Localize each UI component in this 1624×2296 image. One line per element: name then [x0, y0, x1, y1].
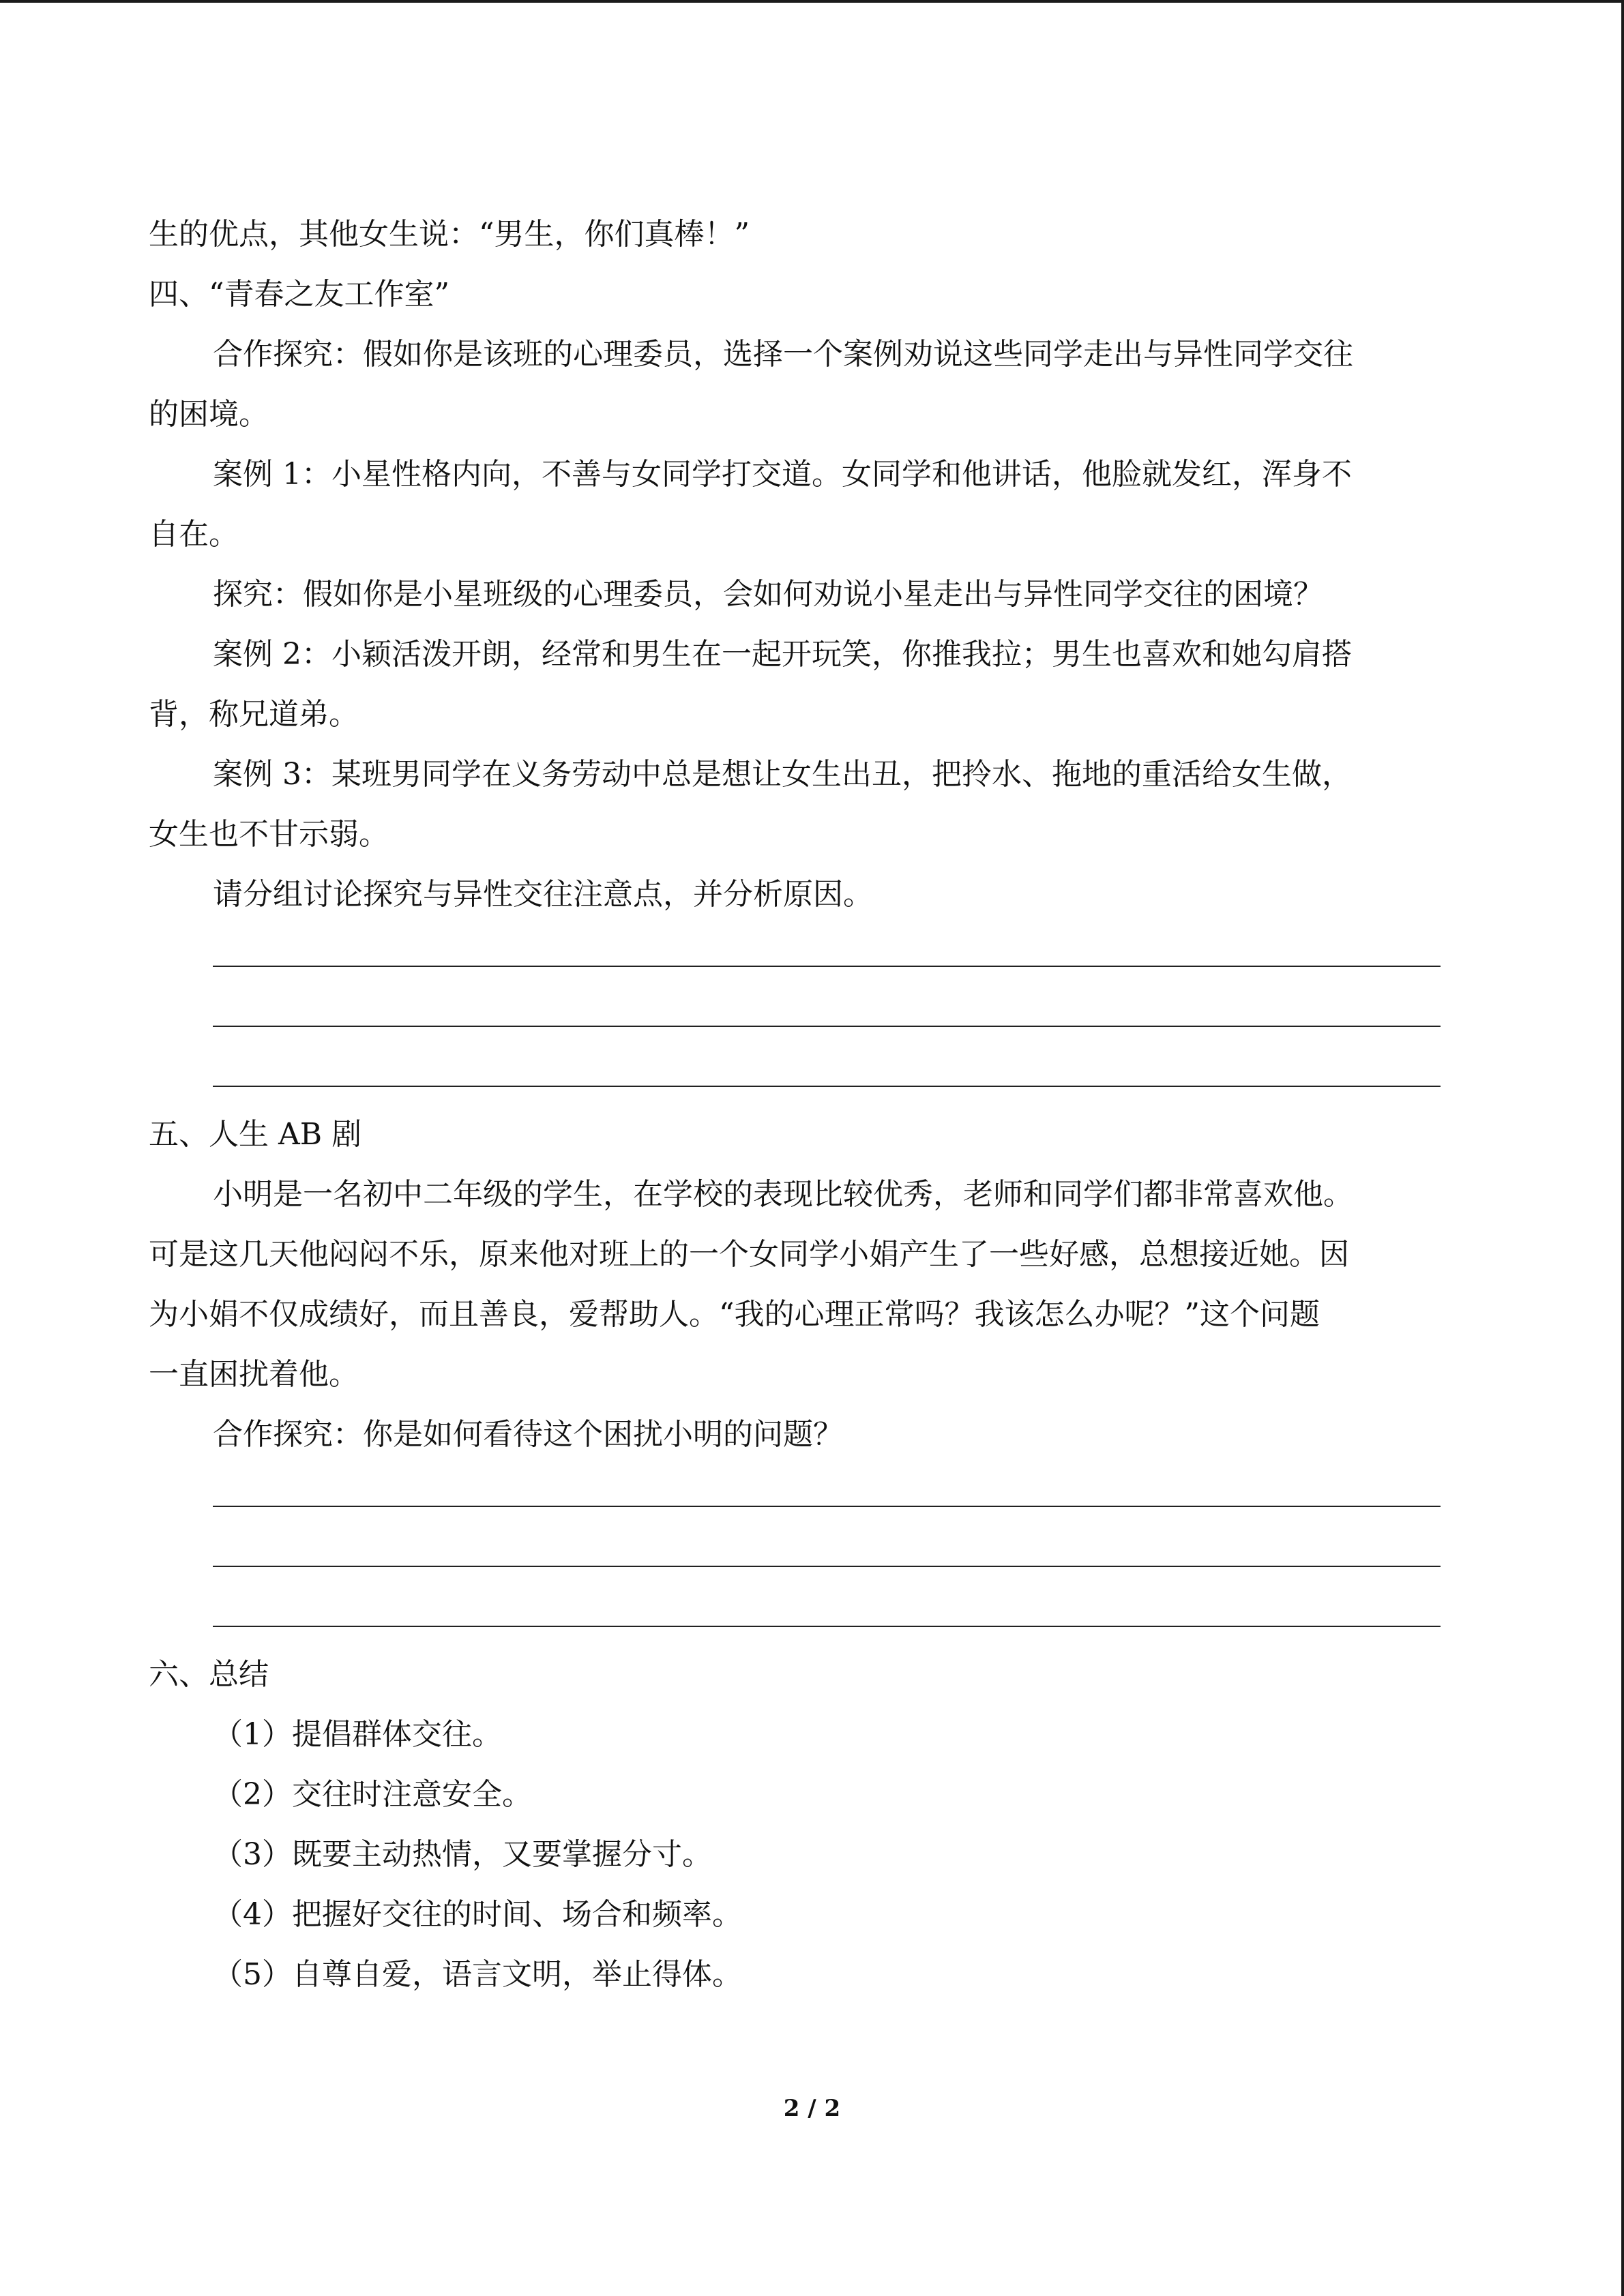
text-line: 可是这几天他闷闷不乐，原来他对班上的一个女同学小娟产生了一些好感，总想接近她。因 — [149, 1237, 1349, 1272]
text-line: 合作探究：你是如何看待这个困扰小明的问题？ — [213, 1417, 843, 1452]
page-number: 2 / 2 — [783, 2095, 841, 2122]
answer-blank-line — [149, 1465, 1458, 1525]
text-line: 五、人生 AB 剧 — [149, 1117, 362, 1152]
text-line: （3）既要主动热情，又要掌握分寸。 — [213, 1837, 712, 1872]
text-line: 为小娟不仅成绩好，而且善良，爱帮助人。“我的心理正常吗？我该怎么办呢？”这个问题 — [149, 1297, 1320, 1332]
document-body — [149, 205, 1458, 2005]
text-line: （2）交往时注意安全。 — [213, 1777, 532, 1812]
text-line: 小明是一名初中二年级的学生，在学校的表现比较优秀，老师和同学们都非常喜欢他。 — [213, 1177, 1353, 1212]
text-line: 自在。 — [149, 517, 239, 552]
answer-blank-line — [149, 1045, 1458, 1105]
answer-blank-line — [149, 1585, 1458, 1645]
text-line: 背，称兄道弟。 — [149, 697, 359, 732]
text-line: 案例 3：某班男同学在义务劳动中总是想让女生出丑，把拎水、拖地的重活给女生做， — [213, 757, 1352, 792]
text-line: 六、总结 — [149, 1657, 269, 1692]
answer-blank-line — [149, 1525, 1458, 1585]
top-border-rule — [0, 0, 1624, 3]
text-line: 的困境。 — [149, 397, 269, 432]
text-line: 一直困扰着他。 — [149, 1357, 359, 1392]
right-border-rule — [1621, 0, 1624, 2296]
answer-blank-line — [149, 985, 1458, 1045]
text-line: 案例 1：小星性格内向，不善与女同学打交道。女同学和他讲话，他脸就发红，浑身不 — [213, 457, 1352, 492]
text-line: 生的优点，其他女生说：“男生，你们真棒！” — [149, 217, 750, 252]
text-line: 女生也不甘示弱。 — [149, 817, 389, 852]
answer-blank-line — [149, 925, 1458, 985]
text-line: （5）自尊自爱，语言文明，举止得体。 — [213, 1957, 742, 1992]
text-line: （1）提倡群体交往。 — [213, 1717, 502, 1752]
text-line: 四、“青春之友工作室” — [149, 277, 449, 312]
text-line: 案例 2：小颖活泼开朗，经常和男生在一起开玩笑，你推我拉；男生也喜欢和她勾肩搭 — [213, 637, 1352, 672]
text-line: 探究：假如你是小星班级的心理委员，会如何劝说小星走出与异性同学交往的困境？ — [213, 577, 1323, 612]
text-line: （4）把握好交往的时间、场合和频率。 — [213, 1897, 742, 1932]
text-line: 请分组讨论探究与异性交往注意点，并分析原因。 — [213, 877, 873, 912]
text-line: 合作探究：假如你是该班的心理委员，选择一个案例劝说这些同学走出与异性同学交往 — [213, 337, 1353, 372]
